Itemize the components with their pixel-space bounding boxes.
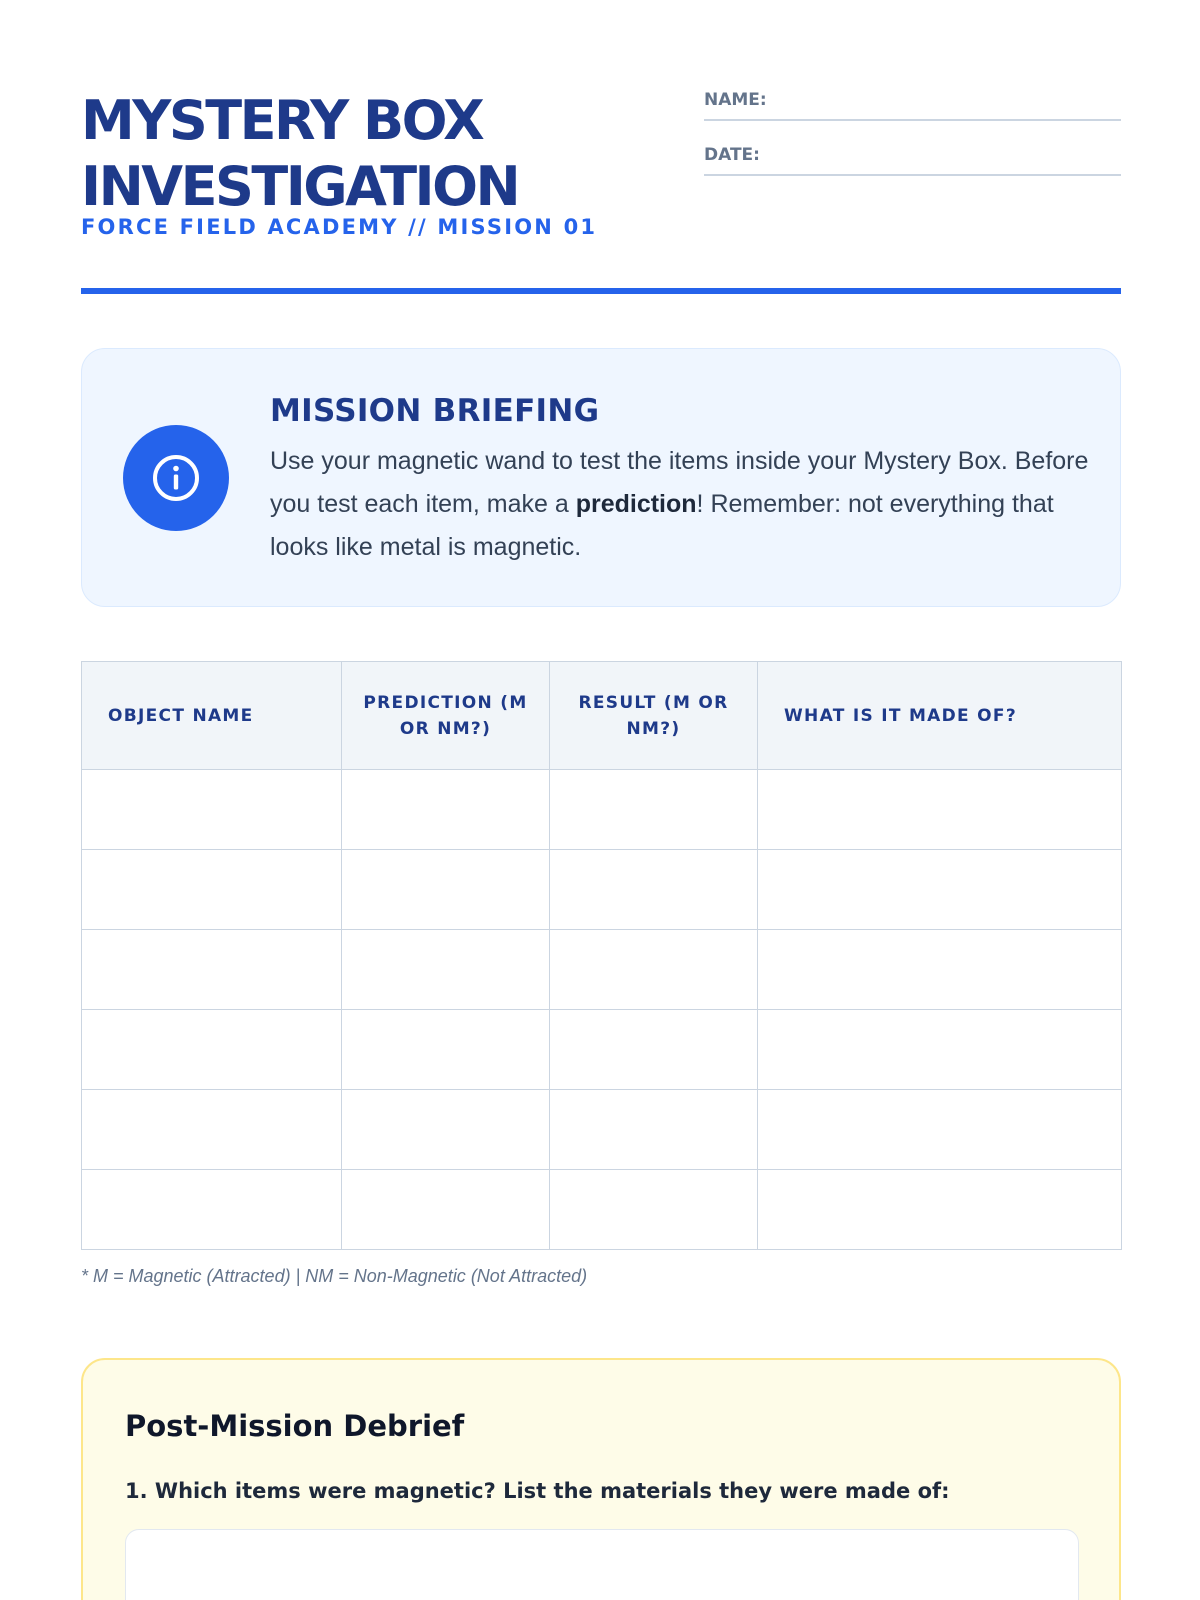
briefing-text-part-1: Use your magnetic wand to test the items inside your Mystery Box. Before you test each item, make a (270, 447, 1089, 518)
table-cell[interactable] (82, 1010, 342, 1090)
answer-box-1[interactable] (125, 1529, 1079, 1600)
table-cell[interactable] (342, 1170, 550, 1250)
table-row (82, 1170, 1122, 1250)
table-row (82, 930, 1122, 1010)
table-cell[interactable] (82, 930, 342, 1010)
table-cell[interactable] (82, 850, 342, 930)
table-cell[interactable] (758, 770, 1122, 850)
table-cell[interactable] (342, 930, 550, 1010)
title-line-1: MYSTERY BOX (81, 89, 483, 152)
table-row (82, 770, 1122, 850)
table-cell[interactable] (550, 1090, 758, 1170)
table-cell[interactable] (550, 770, 758, 850)
name-label: NAME: (704, 90, 767, 110)
table-cell[interactable] (550, 1170, 758, 1250)
table-cell[interactable] (758, 930, 1122, 1010)
table-row (82, 850, 1122, 930)
table-cell[interactable] (550, 850, 758, 930)
table-row (82, 1090, 1122, 1170)
briefing-text (270, 440, 1090, 569)
header-divider (81, 288, 1121, 294)
briefing-text-bold: prediction (575, 490, 697, 518)
debrief-question-1: 1. Which items were magnetic? List the materials they were made of: (125, 1479, 950, 1503)
table-cell[interactable] (758, 1090, 1122, 1170)
date-label: DATE: (704, 145, 760, 165)
table-cell[interactable] (82, 1090, 342, 1170)
header-material: WHAT IS IT MADE OF? (758, 662, 1122, 770)
header-object-name: OBJECT NAME (82, 662, 342, 770)
table-cell[interactable] (82, 770, 342, 850)
table-cell[interactable] (82, 1170, 342, 1250)
table-cell[interactable] (342, 850, 550, 930)
observation-table (81, 661, 1122, 1250)
table-cell[interactable] (342, 770, 550, 850)
page-subtitle: FORCE FIELD ACADEMY // MISSION 01 (81, 215, 598, 239)
table-cell[interactable] (342, 1010, 550, 1090)
table-cell[interactable] (550, 930, 758, 1010)
name-field[interactable] (704, 80, 1121, 121)
table-cell[interactable] (342, 1090, 550, 1170)
table-legend: * M = Magnetic (Attracted) | NM = Non-Magnetic (Not Attracted) (81, 1266, 588, 1286)
info-icon (123, 425, 229, 531)
header-prediction: PREDICTION (M OR NM?) (342, 662, 550, 770)
table-header-row (82, 662, 1122, 770)
table-cell[interactable] (758, 1010, 1122, 1090)
worksheet-header (81, 80, 1121, 295)
debrief-card (81, 1358, 1121, 1600)
table-cell[interactable] (550, 1010, 758, 1090)
header-result: RESULT (M OR NM?) (550, 662, 758, 770)
debrief-title: Post-Mission Debrief (125, 1409, 465, 1443)
briefing-text-part-2: ! Remember: not everything that looks like metal is magnetic. (270, 490, 1054, 561)
briefing-title: MISSION BRIEFING (270, 393, 600, 429)
table-cell[interactable] (758, 1170, 1122, 1250)
student-fields (704, 80, 1121, 190)
page-title (81, 88, 681, 220)
table-row (82, 1010, 1122, 1090)
mission-briefing-card (81, 348, 1121, 607)
date-field[interactable] (704, 135, 1121, 176)
title-line-2: INVESTIGATION (81, 155, 519, 218)
table-cell[interactable] (758, 850, 1122, 930)
